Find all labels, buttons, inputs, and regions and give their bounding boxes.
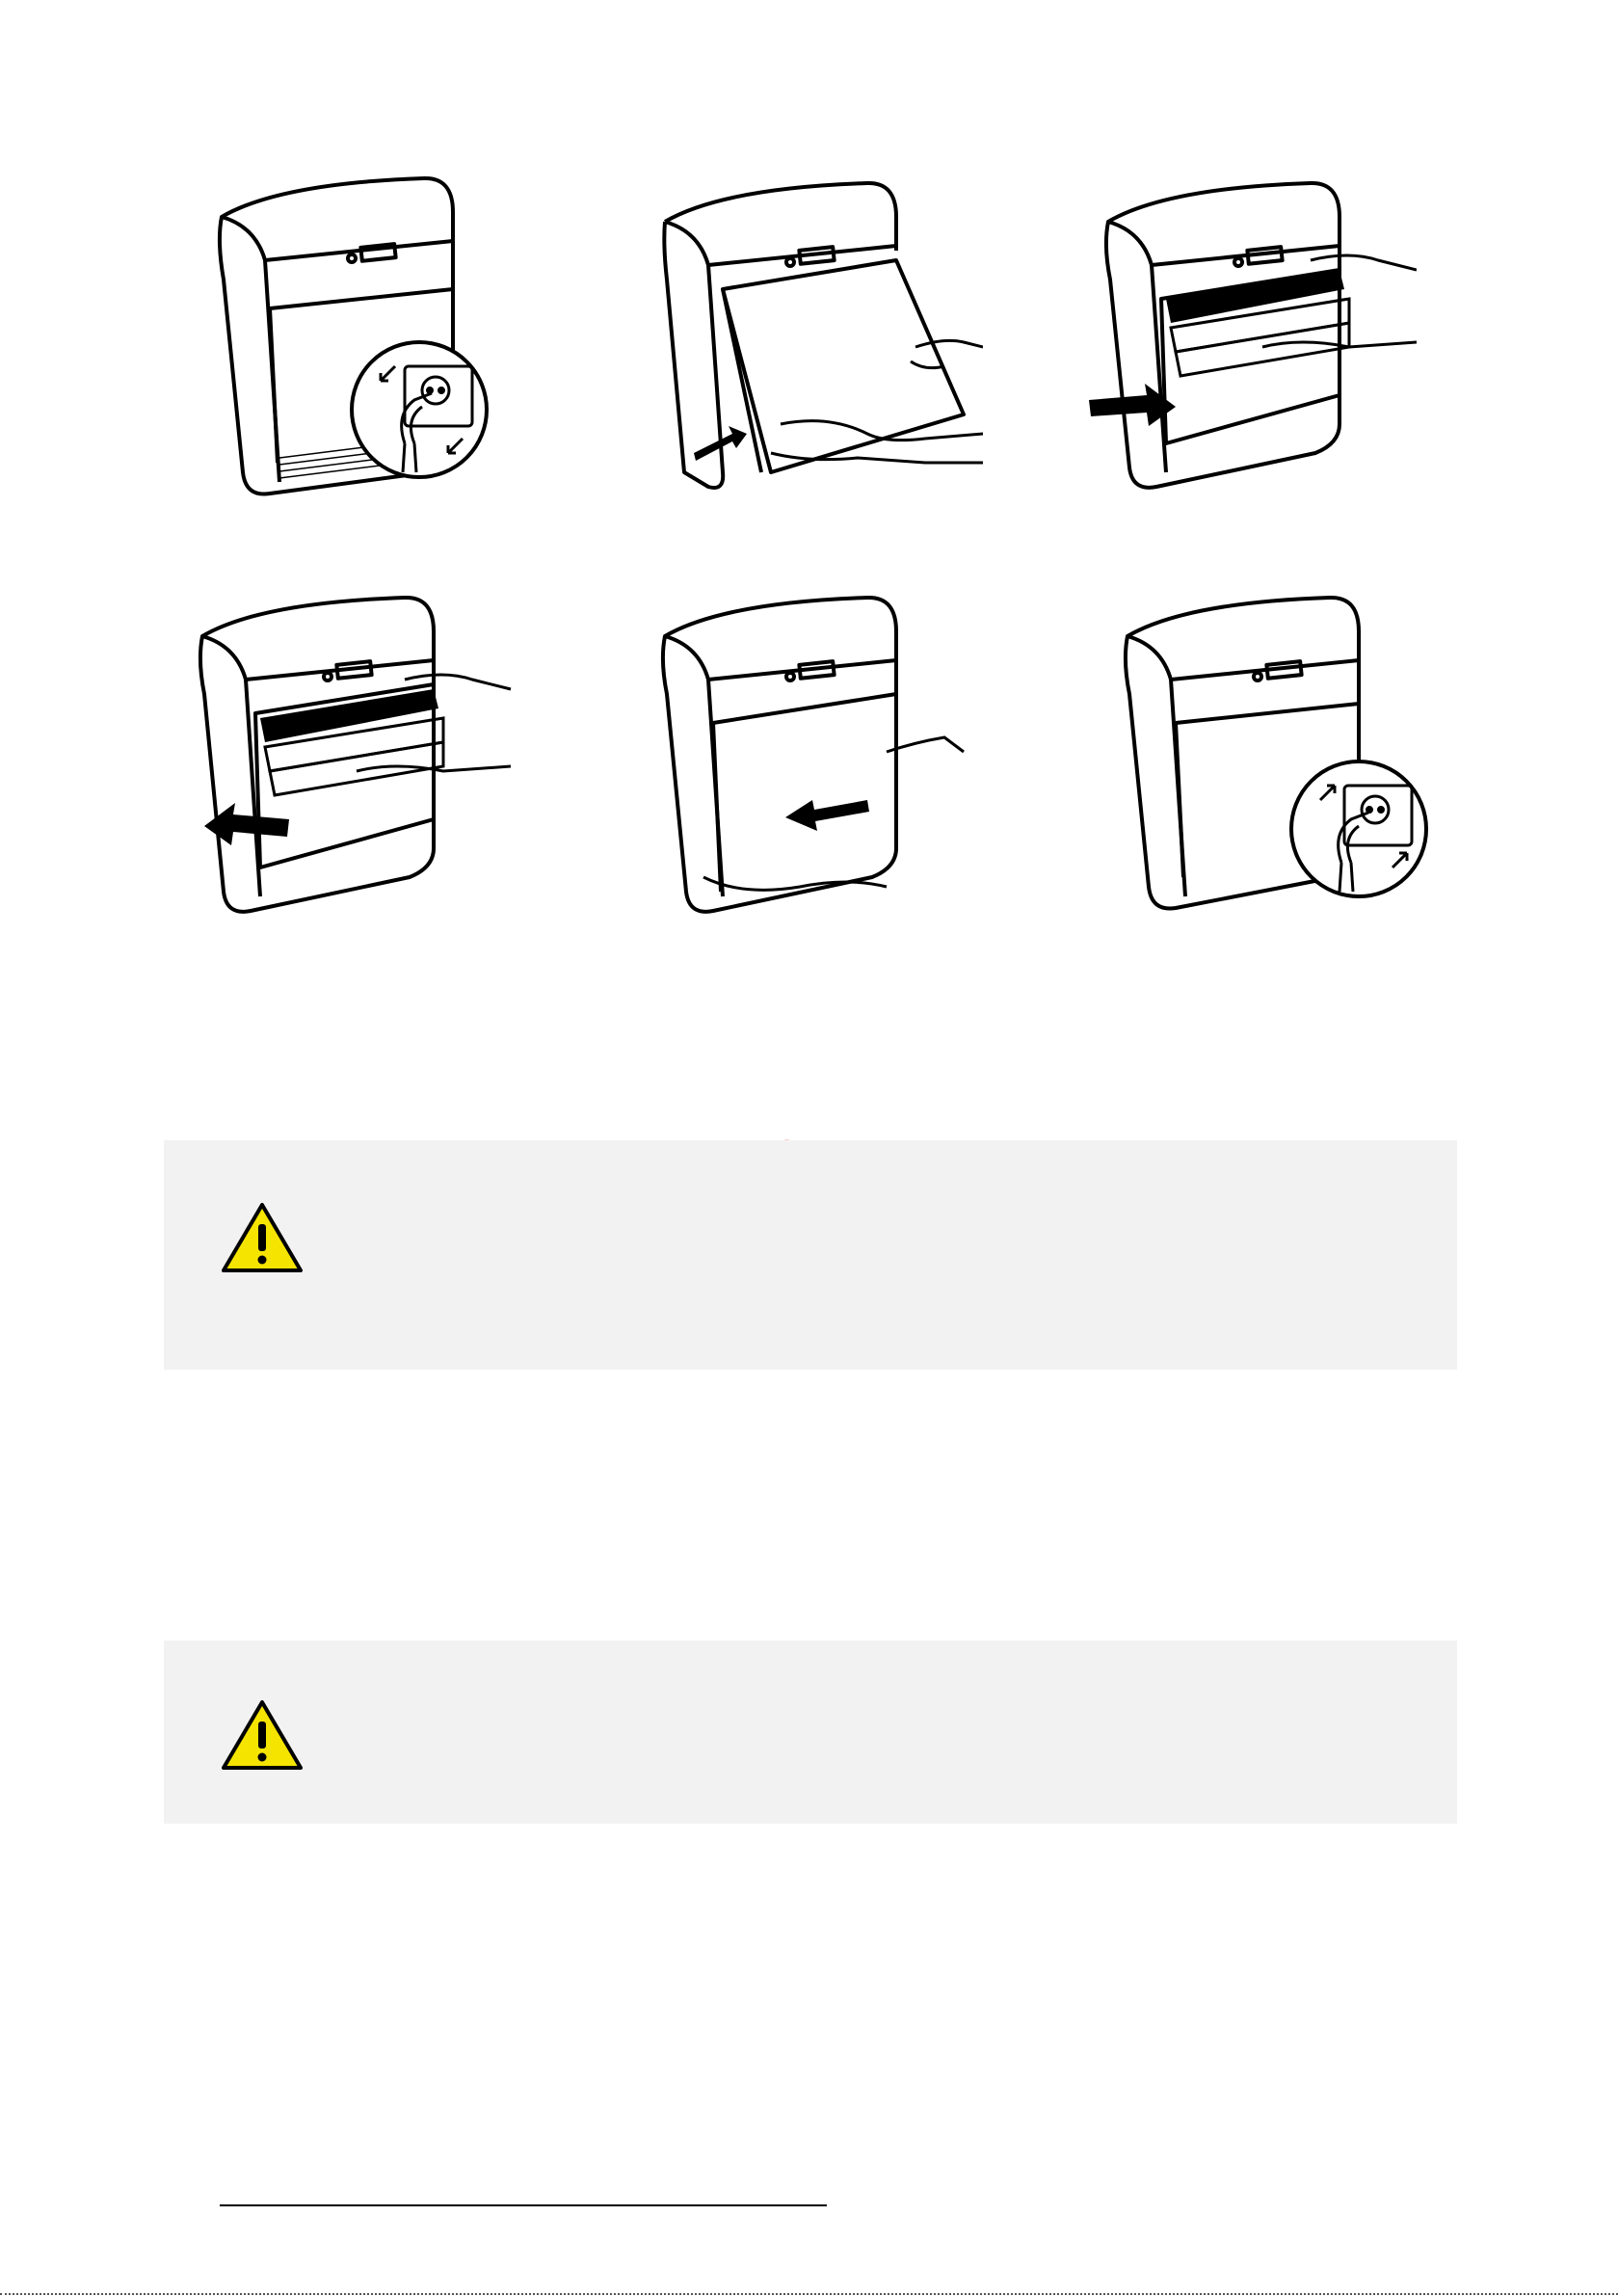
step-4-insert-filters-illustration <box>173 569 520 925</box>
step-1-unplug-illustration <box>173 154 520 511</box>
step-2-open-panel-illustration <box>636 154 983 511</box>
pull-out-filters-icon <box>1070 154 1417 511</box>
warning-triangle-icon <box>220 1201 305 1274</box>
warning-box-1 <box>164 1140 1457 1370</box>
footnote-divider <box>220 2204 827 2206</box>
step-5-close-panel-illustration <box>636 569 983 925</box>
close-front-panel-icon <box>636 569 983 925</box>
unplug-power-cord-icon <box>173 154 520 511</box>
insert-new-filters-icon <box>173 569 520 925</box>
step-6-plug-in-illustration <box>1118 569 1465 925</box>
open-front-panel-icon <box>636 154 983 511</box>
warning-box-2 <box>164 1641 1457 1824</box>
step-3-remove-filters-illustration <box>1070 154 1417 511</box>
plug-in-power-cord-icon <box>1118 569 1465 925</box>
warning-triangle-icon <box>220 1698 305 1772</box>
page-bottom-divider <box>0 2293 1618 2295</box>
